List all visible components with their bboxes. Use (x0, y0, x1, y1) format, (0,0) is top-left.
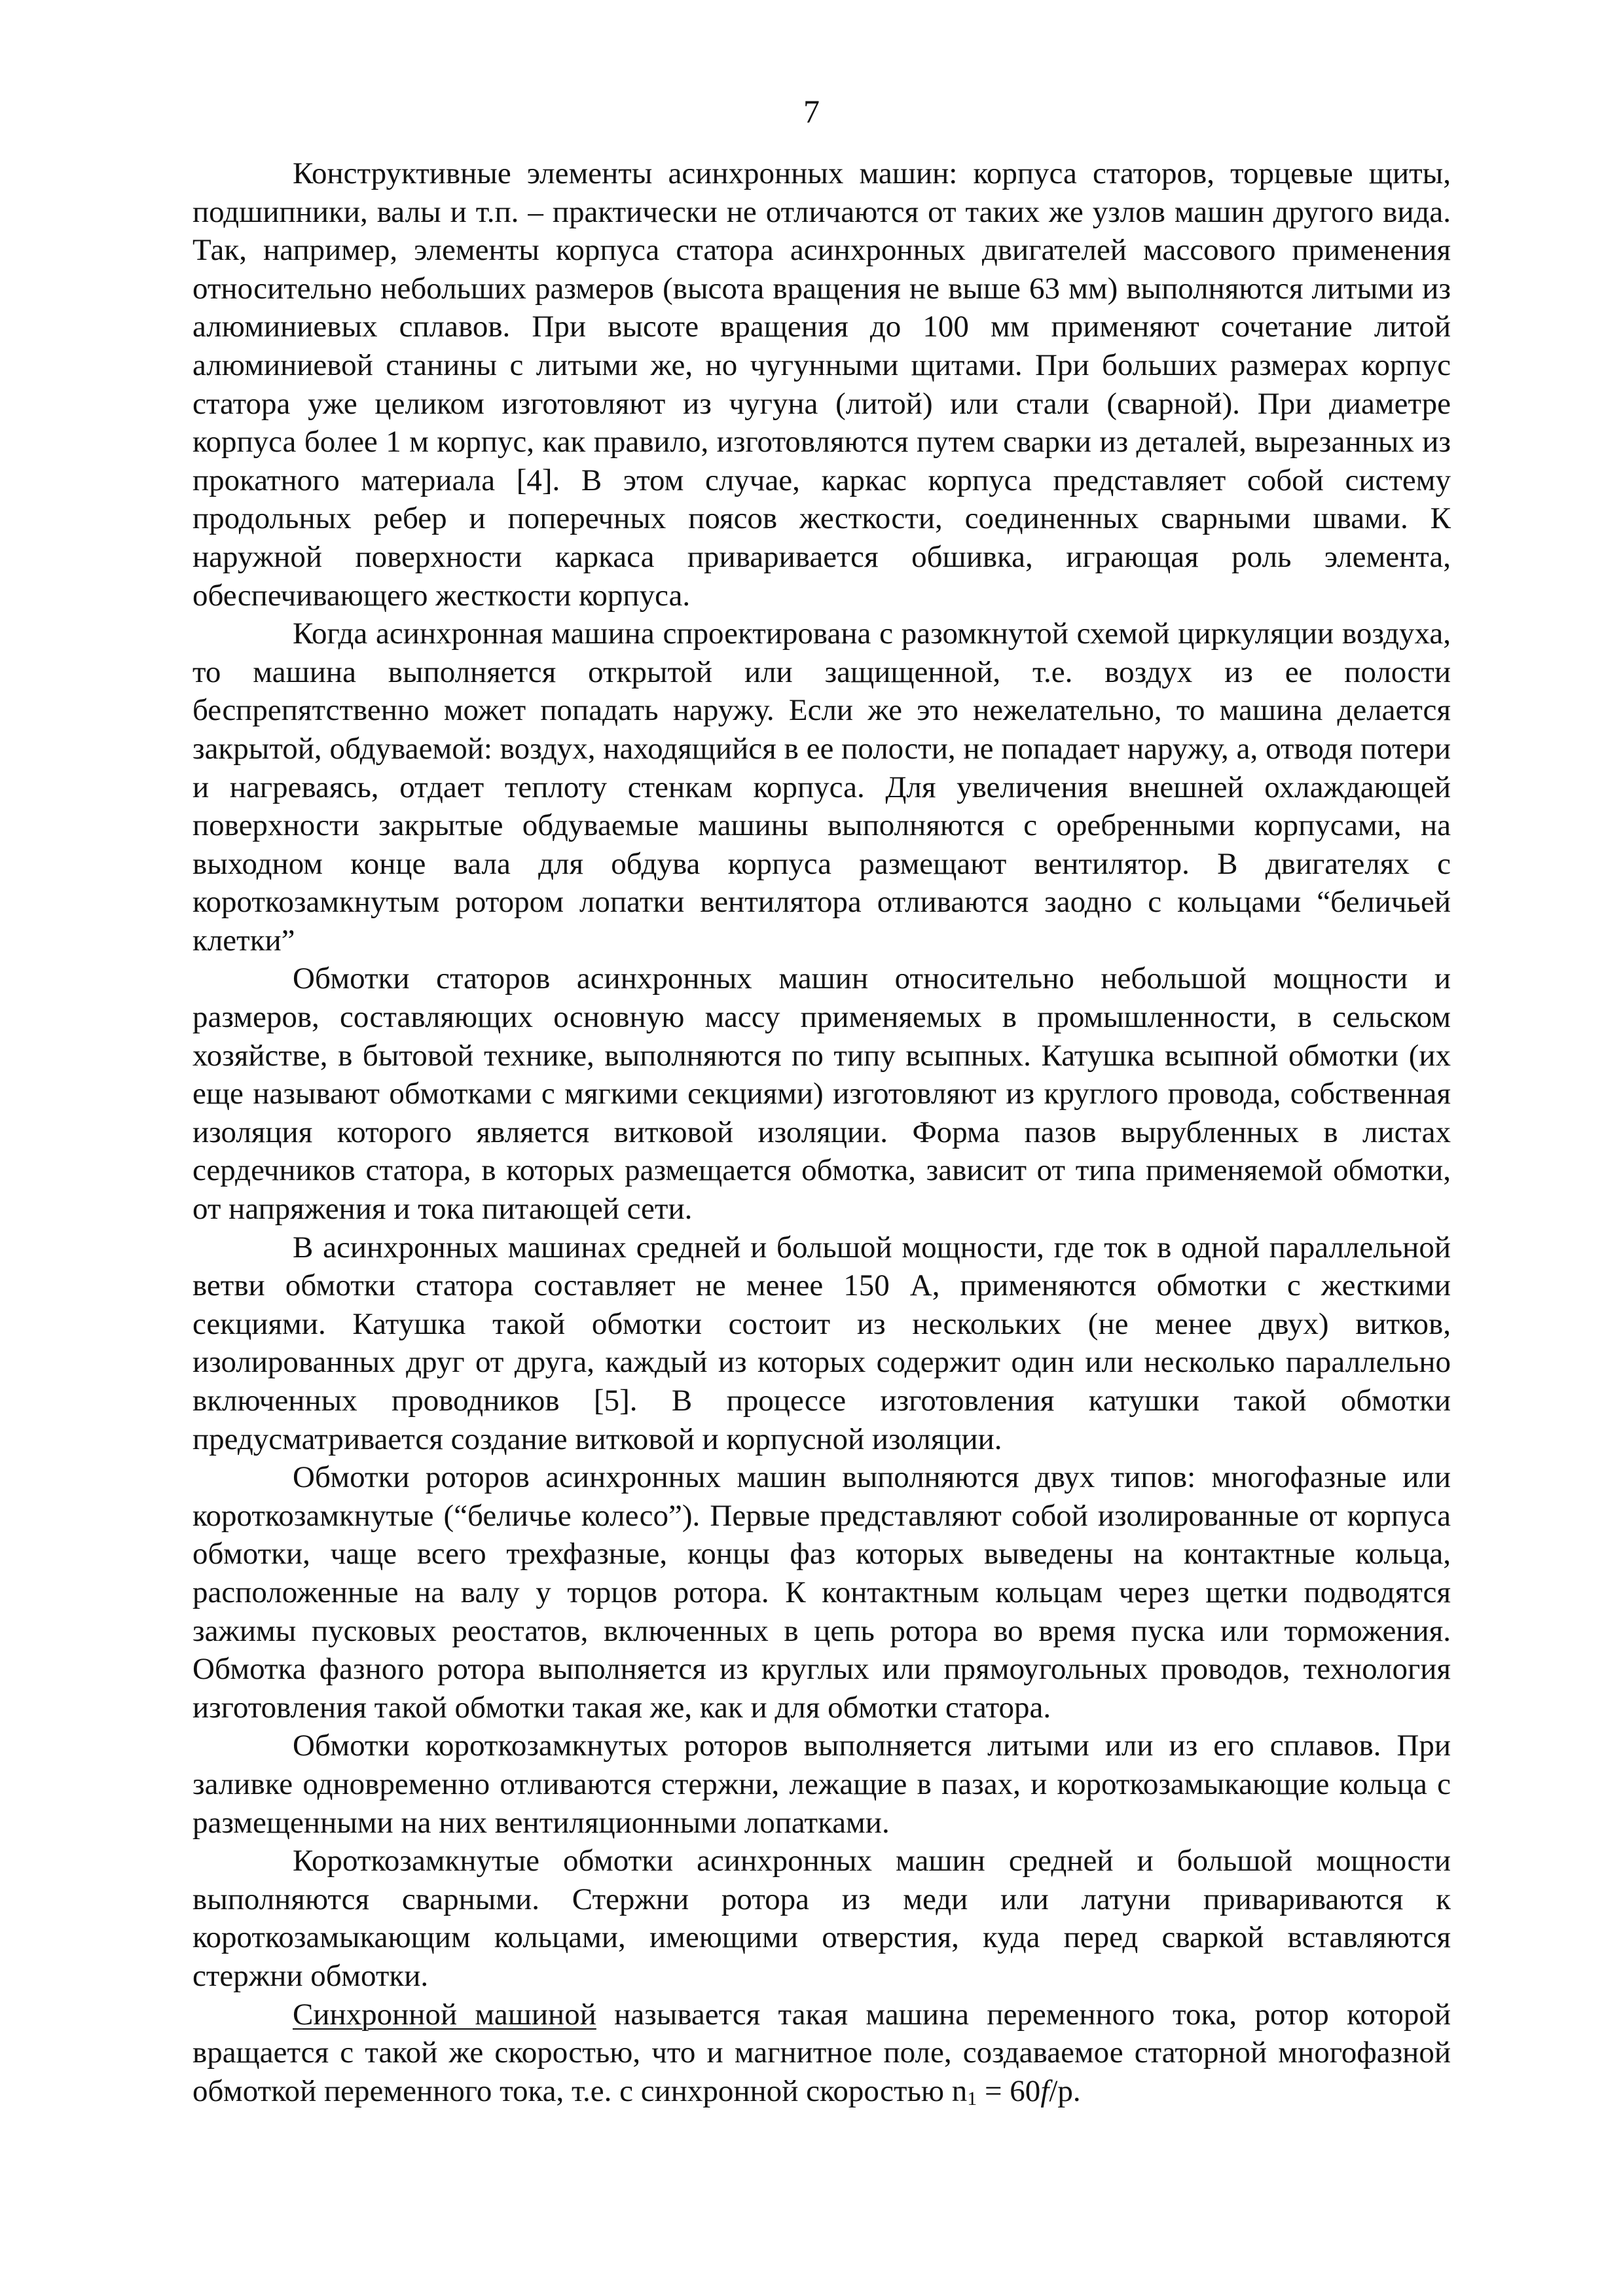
formula-variable: n (951, 2073, 968, 2108)
formula-frequency: f (1040, 2073, 1049, 2108)
formula-subscript: 1 (967, 2087, 977, 2109)
paragraph-stator-windings-random: Обмотки статоров асинхронных машин относительно небольшой мощности и размеров, составляющих основную массу применяемых в промышленности, в сельском хозяйстве, в бытовой технике, выполняются по типу всыпных. Катушка всыпной обмотки (их еще называют обмотками с мягкими секциями) изготовляют из круглого провода, собственная изоляция которого является витковой изоляции. Форма пазов вырубленных в листах сердечников статора, в которых размещается обмотка, зависит от типа применяемой обмотки, от напряжения и тока питающей сети. (192, 961, 1451, 1227)
paragraph-squirrel-cage-cast: Обмотки короткозамкнутых роторов выполняется литыми или из его сплавов. При заливке одновременно отливаются стержни, лежащие в пазах, и короткозамыкающие кольца с размещенными на них вентиляционными лопатками. (192, 1729, 1451, 1840)
formula-tail: /p. (1049, 2073, 1081, 2108)
paragraph-cooling: Когда асинхронная машина спроектирована с разомкнутой схемой циркуляции воздуха, то машина выполняется открытой или защищенной, т.е. воздух из ее полости беспрепятственно может попадать наружу. Если же это нежелательно, то машина делается закрытой, обдуваемой: воздух, находящийся в ее полости, не попадает наружу, а, отводя потери и нагреваясь, отдает теплоту стенкам корпуса. Для увеличения внешней охлаждающей поверхности закрытые обдуваемые машины выполняются с оребренными корпусами, на выходном конце вала для обдува корпуса размещают вентилятор. В двигателях с короткозамкнутым ротором лопатки вентилятора отливаются заодно с кольцами “беличьей клетки” (192, 617, 1451, 958)
paragraph-construction: Конструктивные элементы асинхронных машин: корпуса статоров, торцевые щиты, подшипники, валы и т.п. – практически не отличаются от таких же узлов машин другого вида. Так, например, элементы корпуса статора асинхронных двигателей массового применения относительно небольших размеров (высота вращения не выше 63 мм) выполняются литыми из алюминиевых сплавов. При высоте вращения до 100 мм применяют сочетание литой алюминиевой станины с литыми же, но чугунными щитами. При больших размерах корпус статора уже целиком изготовляют из чугуна (литой) или стали (сварной). При диаметре корпуса более 1 м корпус, как правило, изготовляются путем сварки из деталей, вырезанных из прокатного материала [4]. В этом случае, каркас корпуса представляет собой систему продольных ребер и поперечных поясов жесткости, соединенных сварными швами. К наружной поверхности каркаса приваривается обшивка, играющая роль элемента, обеспечивающего жесткости корпуса. (192, 156, 1451, 613)
paragraph-squirrel-cage-welded: Короткозамкнутые обмотки асинхронных машин средней и большой мощности выполняются сварными. Стержни ротора из меди или латуни привариваются к короткозамыкающим кольцами, имеющими отверстия, куда перед сваркой вставляются стержни обмотки. (192, 1844, 1451, 1993)
paragraph-stator-windings-rigid: В асинхронных машинах средней и большой мощности, где ток в одной параллельной ветви обмотки статора составляет не менее 150 А, применяются обмотки с жесткими секциями. Катушка такой обмотки состоит из нескольких (не менее двух) витков, изолированных друг от друга, каждый из которых содержит один или несколько параллельно включенных проводников [5]. В процессе изготовления катушки такой обмотки предусматривается создание витковой и корпусной изоляции. (192, 1230, 1451, 1456)
defined-term: Синхронной машиной (293, 1997, 596, 2032)
definition-text: называется такая машина переменного тока, ротор которой вращается с такой же скоростью, что и магнитное поле, создаваемое статорной многофазной обмоткой переменного тока, т.е. с синхронной скоростью (192, 1997, 1451, 2108)
formula-equals: = 60 (977, 2073, 1041, 2108)
synchronous-speed-formula (952, 2074, 1081, 2108)
paragraph-rotor-windings: Обмотки роторов асинхронных машин выполняются двух типов: многофазные или короткозамкнутые (“беличье колесо”). Первые представляют собой изолированные от корпуса обмотки, чаще всего трехфазные, концы фаз которых выведены на контактные кольца, расположенные на валу у торцов ротора. К контактным кольцам через щетки подводятся зажимы пусковых реостатов, включенных в цепь ротора во время пуска или торможения. Обмотка фазного ротора выполняется из круглых или прямоугольных проводов, технология изготовления такой обмотки такая же, как и для обмотки статора. (192, 1460, 1451, 1725)
body-text (192, 154, 1451, 2118)
page-number: 7 (803, 93, 820, 130)
paragraph-synchronous-definition (192, 1996, 1451, 2119)
